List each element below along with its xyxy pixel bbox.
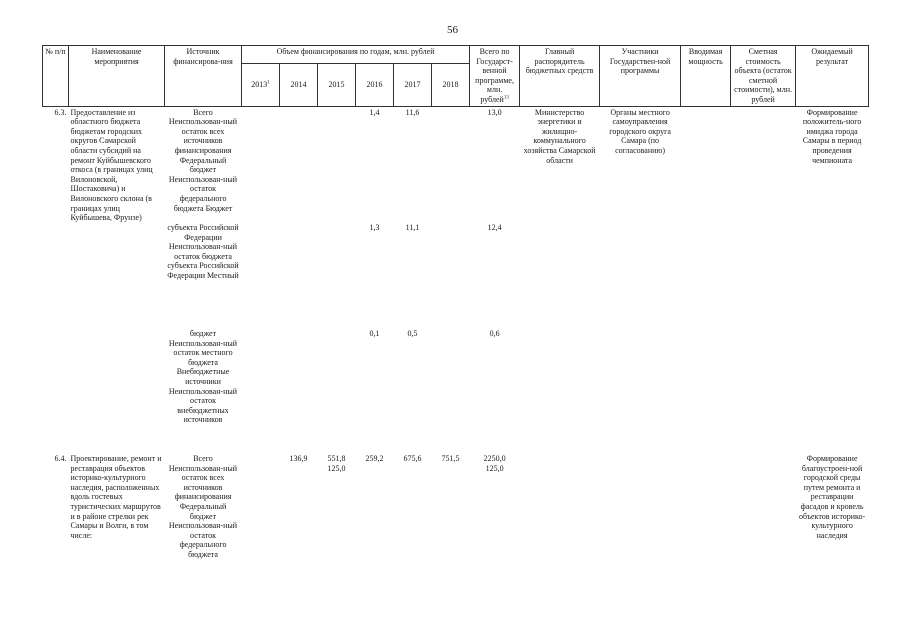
header-year-2017: 2017 bbox=[394, 63, 432, 106]
row-participants: Органы местного самоуправления городского округа Самара (по согласованию) bbox=[609, 107, 671, 155]
header-num: № п/п bbox=[43, 46, 69, 107]
value-2016: 0,1 bbox=[369, 329, 380, 339]
value-2017: 11,6 bbox=[405, 107, 420, 117]
row-source: Всего Неиспользован-ный остаток всех источников финансирования Федеральный бюджет Неиспользован-ный остаток федерального бюджета bbox=[168, 454, 238, 559]
value-2016: 1,4 bbox=[369, 107, 380, 117]
header-participants: Участники Государствен-ной программы bbox=[600, 46, 681, 107]
value-2015: 551,8 125,0 bbox=[327, 454, 346, 473]
page-number: 56 bbox=[447, 24, 458, 36]
header-year-2013: 2013$^1$ bbox=[242, 63, 280, 106]
row-number: 6.4. bbox=[54, 454, 67, 464]
header-year-2018: 2018 bbox=[432, 63, 470, 106]
value-2016: 1,3 bbox=[369, 223, 380, 233]
row-number: 6.3. bbox=[54, 107, 67, 117]
row-source: Всего Неиспользован-ный остаток всех источников финансирования Федеральный бюджет Неиспользован-ный остаток федерального бюджета Бюджет bbox=[168, 107, 238, 213]
row-source: бюджет Неиспользован-ный остаток местного бюджета Внебюджетные источники Неиспользован-ный остаток внебюджетных источников bbox=[168, 329, 238, 425]
table-row bbox=[43, 106, 869, 222]
value-total: 0,6 bbox=[489, 329, 500, 339]
row-admin: Министерство энергетики и жилищно-коммунального хозяйства Самарской области bbox=[523, 107, 596, 165]
header-name: Наименование мероприятия bbox=[69, 46, 165, 107]
row-result: Формирование положитель-ного имиджа города Самары в период проведения чемпионата bbox=[802, 107, 862, 165]
header-source: Источник финансирова-ния bbox=[165, 46, 242, 107]
value-2017: 0,5 bbox=[407, 329, 418, 339]
header-year-2014: 2014 bbox=[280, 63, 318, 106]
row-name: Предоставление из областного бюджета бюджетам городских округов Самарской области субсидий на ремонт Куйбышевского откоса (в границах улиц Вилоновской, Шостаковича) и Вилоновского склона (в границах улиц Куйбышева, Фрунзе) bbox=[70, 107, 153, 223]
value-2017: 675,6 bbox=[403, 454, 422, 464]
financing-table bbox=[42, 45, 868, 561]
header-year-2015: 2015 bbox=[318, 63, 356, 106]
row-name: Проектирование, ремонт и реставрация объектов историко-культурного наследия, расположенных вдоль гостевых туристических маршрутов и в районе стрелки рек Самары и Волги, в том числе: bbox=[70, 454, 162, 540]
value-total: 13,0 bbox=[487, 107, 502, 117]
header-capacity: Вводимая мощность bbox=[681, 46, 731, 107]
row-source: субъекта Российской Федерации Неиспользован-ный остаток бюджета субъекта Российской Федерации Местный bbox=[167, 223, 239, 281]
table-row bbox=[43, 453, 869, 561]
value-total: 12,4 bbox=[487, 223, 502, 233]
header-year-2016: 2016 bbox=[356, 63, 394, 106]
value-2014: 136,9 bbox=[289, 454, 308, 464]
value-2018: 751,5 bbox=[441, 454, 460, 464]
header-volume: Объем финансирования по годам, млн. рублей bbox=[242, 46, 470, 64]
header-total: Всего по Государст-венной программе, млн. рублей$^{13}$ bbox=[470, 46, 520, 107]
value-2016: 259,2 bbox=[365, 454, 384, 464]
value-2017: 11,1 bbox=[405, 223, 420, 233]
value-total: 2250,0 125,0 bbox=[483, 454, 506, 473]
header-result: Ожидаемый результат bbox=[796, 46, 869, 107]
row-result: Формирование благоустроен-ной городской среды путем ремонта и реставрации фасадов и кровель объектов историко-культурного наследия bbox=[799, 454, 866, 540]
header-admin: Главный распорядитель бюджетных средств bbox=[520, 46, 600, 107]
header-cost: Сметная стоимость объекта (остаток сметной стоимости), млн. рублей bbox=[731, 46, 796, 107]
